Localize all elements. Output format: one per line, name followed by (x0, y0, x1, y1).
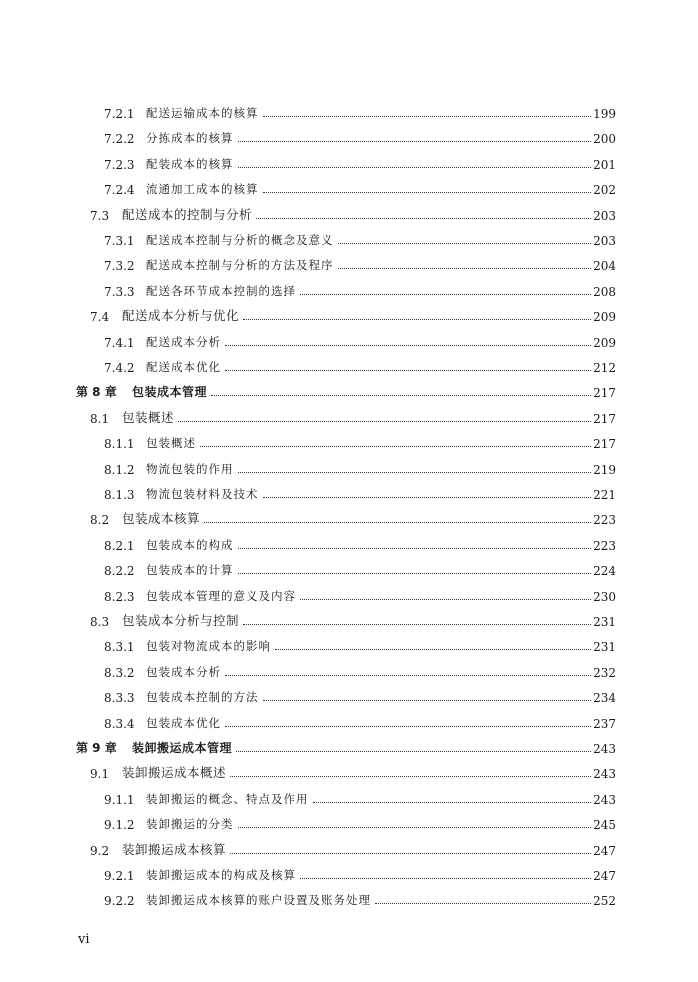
toc-leader-dots (238, 572, 592, 574)
toc-entry[interactable] (0, 863, 698, 883)
toc-entry-number: 8.2.2 (104, 564, 135, 579)
toc-entry-number: 9.2.1 (104, 869, 135, 883)
toc-entry-number: 9.2.2 (104, 894, 135, 909)
toc-entry-title: 包装成本核算 (122, 511, 201, 527)
toc-entry-title: 配送成本优化 (146, 360, 221, 374)
toc-entry[interactable] (0, 634, 698, 654)
toc-entry-title: 包装对物流成本的影响 (146, 639, 271, 654)
toc-entry[interactable] (0, 177, 698, 197)
toc-leader-dots (338, 242, 592, 244)
toc-entry-number: 7.2.1 (104, 107, 135, 121)
toc-entry-number: 8.2 (90, 513, 110, 528)
toc-entry-title: 包装成本管理的意义及内容 (146, 588, 296, 603)
toc-entry[interactable] (0, 660, 698, 680)
toc-entry-title: 分拣成本的核算 (146, 131, 234, 146)
toc-entry-number: 7.4 (90, 310, 110, 325)
toc-entry-number: 7.2.3 (104, 157, 135, 172)
toc-entry-page: 204 (593, 259, 616, 274)
toc-entry-page: 245 (593, 818, 616, 833)
toc-leader-dots (313, 801, 592, 803)
toc-entry-page: 232 (593, 665, 616, 680)
toc-leader-dots (238, 471, 592, 473)
toc-entry-number: 9.1.1 (104, 792, 135, 807)
toc-entry-page: 224 (593, 564, 616, 579)
toc-entry[interactable] (0, 609, 698, 629)
toc-entry[interactable] (0, 355, 698, 375)
toc-entry-number: 8.1.2 (104, 462, 135, 477)
toc-entry[interactable] (0, 888, 698, 908)
toc-leader-dots (256, 217, 591, 219)
toc-entry-page: 203 (593, 208, 616, 223)
toc-entry-number: 9.1 (90, 767, 110, 782)
toc-leader-dots (236, 750, 591, 752)
toc-entry-page: 221 (593, 488, 616, 502)
toc-entry-page: 231 (593, 615, 616, 629)
toc-entry-number: 7.4.2 (104, 361, 135, 375)
toc-entry-page: 243 (593, 742, 616, 756)
toc-entry[interactable] (0, 558, 698, 578)
toc-entry[interactable] (0, 533, 698, 553)
toc-entry-number: 8.3.4 (104, 716, 135, 731)
toc-entry-number: 7.3.3 (104, 284, 135, 299)
toc-entry-title: 装卸搬运成本核算 (122, 841, 227, 857)
toc-leader-dots (238, 140, 592, 142)
toc-entry[interactable] (0, 736, 698, 756)
toc-entry-title: 配送各环节成本控制的选择 (146, 283, 296, 298)
toc-entry-title: 配送成本的控制与分析 (122, 206, 253, 222)
toc-entry-number: 8.1.1 (104, 437, 135, 452)
toc-entry-page: 243 (593, 767, 616, 782)
toc-entry-page: 201 (593, 157, 616, 172)
toc-entry-title: 物流包装的作用 (146, 461, 234, 476)
toc-leader-dots (204, 521, 591, 523)
toc-entry[interactable] (0, 457, 698, 477)
toc-entry[interactable] (0, 507, 698, 527)
toc-leader-dots (243, 318, 591, 320)
toc-entry[interactable] (0, 711, 698, 731)
toc-leader-dots (275, 648, 591, 650)
toc-entry-page: 203 (593, 234, 616, 248)
toc-entry-page: 217 (593, 411, 616, 426)
toc-entry[interactable] (0, 228, 698, 248)
toc-entry[interactable] (0, 304, 698, 324)
toc-entry-page: 217 (593, 437, 616, 452)
toc-entry-page: 208 (593, 284, 616, 299)
toc-leader-dots (230, 775, 591, 777)
toc-entry-number: 8.1.3 (104, 488, 135, 502)
toc-entry[interactable] (0, 279, 698, 299)
toc-entry-page: 217 (593, 386, 616, 401)
toc-leader-dots (300, 598, 591, 600)
toc-entry-title: 物流包装材料及技术 (146, 487, 259, 501)
toc-entry[interactable] (0, 431, 698, 451)
toc-entry-page: 200 (593, 132, 616, 147)
toc-leader-dots (300, 877, 591, 879)
toc-entry-number: 7.4.1 (104, 335, 135, 350)
toc-entry[interactable] (0, 838, 698, 858)
toc-entry-title: 装卸搬运的分类 (146, 817, 234, 832)
toc-entry[interactable] (0, 812, 698, 832)
toc-entry-number: 8.3.2 (104, 665, 135, 680)
toc-leader-dots (243, 623, 591, 625)
toc-entry[interactable] (0, 584, 698, 604)
toc-entry-number: 8.2.3 (104, 589, 135, 604)
toc-leader-dots (263, 496, 592, 498)
toc-entry-title: 配送成本分析与优化 (122, 308, 240, 324)
toc-entry[interactable] (0, 126, 698, 146)
toc-entry-number: 第 9 章 (76, 741, 117, 755)
toc-entry[interactable] (0, 761, 698, 781)
toc-entry-number: 7.3 (90, 208, 110, 223)
toc-entry-page: 247 (593, 843, 616, 858)
toc-entry-title: 装卸搬运成本的构成及核算 (146, 868, 296, 882)
toc-entry-page: 234 (593, 691, 616, 706)
toc-leader-dots (263, 191, 592, 193)
toc-leader-dots (230, 852, 591, 854)
toc-entry-page: 219 (593, 462, 616, 477)
toc-leader-dots (238, 826, 592, 828)
toc-entry-title: 包装成本分析 (146, 664, 221, 679)
toc-entry-page: 212 (593, 361, 616, 375)
toc-entry-number: 9.2 (90, 843, 110, 858)
toc-leader-dots (225, 369, 591, 371)
toc-entry-title: 配送成本控制与分析的方法及程序 (146, 258, 334, 273)
toc-leader-dots (238, 547, 592, 549)
toc-entry-title: 包装成本优化 (146, 715, 221, 730)
toc-entry-page: 243 (593, 792, 616, 807)
toc-entry[interactable] (0, 685, 698, 705)
toc-leader-dots (238, 166, 592, 168)
toc-entry-page: 209 (593, 310, 616, 325)
toc-entry-page: 223 (593, 513, 616, 528)
toc-leader-dots (225, 725, 591, 727)
toc-leader-dots (225, 674, 591, 676)
toc-entry[interactable] (0, 406, 698, 426)
toc-entry-page: 202 (593, 183, 616, 198)
toc-entry-page: 223 (593, 538, 616, 553)
toc-entry[interactable] (0, 787, 698, 807)
toc-leader-dots (375, 902, 591, 904)
toc-entry[interactable] (0, 203, 698, 223)
toc-entry-number: 第 8 章 (76, 385, 117, 400)
toc-entry-title: 包装概述 (122, 409, 175, 425)
toc-entry-number: 7.3.1 (104, 234, 135, 248)
toc-entry[interactable] (0, 101, 698, 121)
toc-entry-number: 7.2.2 (104, 132, 135, 147)
toc-leader-dots (300, 293, 591, 295)
toc-entry-number: 8.1 (90, 411, 110, 426)
toc-entry-title: 装卸搬运成本概述 (122, 765, 227, 781)
toc-entry-title: 包装成本分析与控制 (122, 613, 240, 628)
toc-entry[interactable] (0, 380, 698, 400)
toc-entry-number: 8.2.1 (104, 538, 135, 553)
toc-entry-title: 配装成本的核算 (146, 156, 234, 171)
toc-entry[interactable] (0, 253, 698, 273)
toc-entry-title: 配送运输成本的核算 (146, 106, 259, 120)
toc-entry[interactable] (0, 152, 698, 172)
toc-leader-dots (263, 699, 592, 701)
toc-entry-page: 199 (593, 107, 616, 121)
toc-entry-title: 包装成本的计算 (146, 563, 234, 578)
toc-entry-title: 包装概述 (146, 436, 196, 451)
toc-entry-page: 252 (593, 894, 616, 909)
toc-entry-title: 配送成本分析 (146, 334, 221, 349)
toc-entry-page: 209 (593, 335, 616, 350)
toc-entry-title: 包装成本的构成 (146, 537, 234, 552)
toc-leader-dots (338, 267, 592, 269)
toc-entry[interactable] (0, 330, 698, 350)
toc-entry[interactable] (0, 482, 698, 502)
toc-entry-title: 装卸搬运成本管理 (132, 741, 233, 755)
toc-entry-page: 247 (593, 869, 616, 883)
toc-entry-page: 237 (593, 716, 616, 731)
toc-leader-dots (263, 115, 592, 117)
toc-entry-title: 流通加工成本的核算 (146, 182, 259, 197)
toc-entry-title: 装卸搬运成本核算的账户设置及账务处理 (146, 893, 371, 908)
toc-entry-title: 装卸搬运的概念、特点及作用 (146, 791, 309, 806)
toc-leader-dots (178, 420, 591, 422)
toc-entry-number: 8.3 (90, 615, 110, 629)
toc-leader-dots (225, 344, 591, 346)
toc-entry-page: 231 (593, 640, 616, 655)
toc-entry-number: 8.3.3 (104, 691, 135, 706)
page-number-footer: vi (78, 932, 90, 947)
toc-entry-title: 包装成本控制的方法 (146, 690, 259, 705)
toc-entry-title: 配送成本控制与分析的概念及意义 (146, 233, 334, 247)
toc-entry-number: 8.3.1 (104, 640, 135, 655)
toc-entry-number: 7.3.2 (104, 259, 135, 274)
toc-leader-dots (200, 445, 591, 447)
toc-entry-number: 7.2.4 (104, 183, 135, 198)
toc-entry-title: 包装成本管理 (132, 385, 208, 400)
toc-entry-number: 9.1.2 (104, 818, 135, 833)
toc-leader-dots (211, 394, 591, 396)
toc-entry-page: 230 (593, 589, 616, 604)
